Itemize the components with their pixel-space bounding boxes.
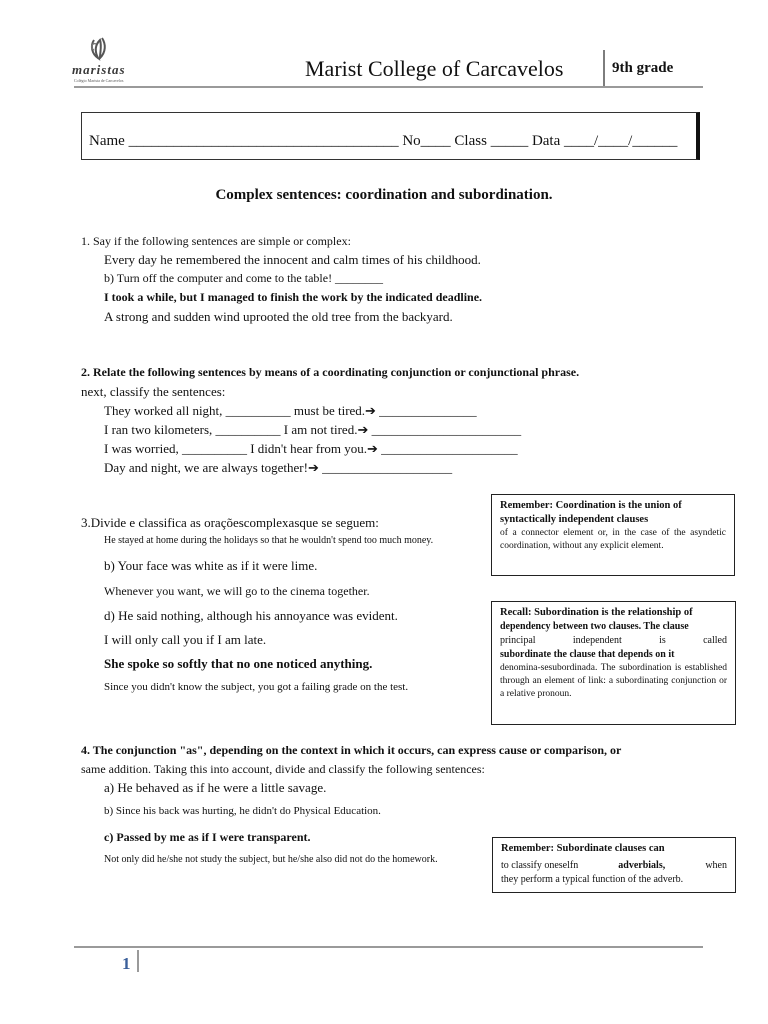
exercise2-item: They worked all night, __________ must be tired.➔ _______________ [104,403,477,418]
exercise3-item: He stayed at home during the holidays so that he wouldn't spend too much money. [104,535,434,546]
note-body: principal independent is called [500,635,727,646]
exercise3-item: b) Your face was white as if it were lime. [104,558,318,573]
worksheet-title: Complex sentences: coordination and subordination. [215,187,553,203]
exercise2-instruction: 2. Relate the following sentences by means of a coordinating conjunction or conjunctional phrase. [81,365,580,379]
grade-label: 9th grade [612,60,674,76]
number-field[interactable]: ____ [420,133,451,149]
logo-subtext: Colégio Marista de Carcavelos [74,78,124,83]
exercise1-item: Every day he remembered the innocent and calm times of his childhood. [104,252,481,267]
footer-rule [74,946,703,948]
exercise4-item: c) Passed by me as if I were transparent. [104,830,311,844]
date-field[interactable]: ____/____/______ [564,133,678,149]
school-name: Marist College of Carcavelos [305,56,564,81]
exercise2-item: I was worried, __________ I didn't hear from you.➔ _____________________ [104,441,518,456]
note-heading: Recall: Subordination is the relationship of [500,607,693,618]
exercise4-instruction: 4. The conjunction "as", depending on the context in which it occurs, can express cause or comparison, or [81,743,622,757]
exercise3-item: I will only call you if I am late. [104,632,267,647]
number-label: No [402,133,421,149]
exercise1-instruction: 1. Say if the following sentences are simple or complex: [81,234,351,248]
exercise4-instruction-cont: same addition. Taking this into account, divide and classify the following sentences: [81,762,485,776]
exercise3-instruction: 3.Divide e classifica as oraçõescomplexasque se seguem: [81,515,379,530]
name-field[interactable]: ____________________________________ [128,133,399,149]
header-divider [603,50,605,86]
name-label: Name [89,133,125,149]
note-heading: Remember: Subordinate clauses can [501,843,665,854]
class-label: Class [454,133,487,149]
exercise2-item: Day and night, we are always together!➔ ____________________ [104,460,453,475]
page-number: 1 [122,954,131,973]
exercise4-item: b) Since his back was hurting, he didn't do Physical Education. [104,805,381,817]
note-bold: dependency between two clauses. The clause [500,621,689,632]
class-field[interactable]: _____ [490,133,529,149]
note-body: denomina-sesubordinada. The subordination is established through an element of link: a subordinating conjunction or a relative pronoun. [500,663,727,699]
exercise2-instruction-cont: next, classify the sentences: [81,384,226,399]
exercise1-item: I took a while, but I managed to finish the work by the indicated deadline. [104,290,483,304]
exercise4-item: Not only did he/she not study the subject, but he/she also did not do the homework. [104,854,438,865]
footer-divider [137,950,139,972]
coordination-note [491,494,735,576]
note-body: when [705,860,727,871]
exercise2-item: I ran two kilometers, __________ I am not tired.➔ _______________________ [104,422,522,437]
subordination-note [491,601,736,725]
exercise3-item: Whenever you want, we will go to the cinema together. [104,584,370,598]
note-bold: subordinate the clause that depends on it [500,649,675,660]
note-body: of a connector element or, in the case of the asyndetic coordination, without any explicit element. [500,528,726,551]
exercise3-item: She spoke so softly that no one noticed anything. [104,656,373,671]
note-bold: adverbials, [618,860,666,871]
note-body: they perform a typical function of the adverb. [501,874,684,885]
note-heading: Remember: Coordination is the union of [500,500,682,511]
date-label: Data [531,133,561,149]
note-body: to classify oneselfn [501,860,579,871]
header-rule [74,86,703,88]
logo-text: maristas [72,62,126,77]
note-heading: syntactically independent clauses [500,514,649,525]
student-info-line [89,133,677,150]
subordinate-clauses-note [492,837,736,893]
exercise4-item: a) He behaved as if he were a little savage. [104,780,327,795]
exercise3-item: Since you didn't know the subject, you got a failing grade on the test. [104,681,409,693]
exercise1-item: b) Turn off the computer and come to the table! ________ [104,271,384,285]
exercise1-item: A strong and sudden wind uprooted the old tree from the backyard. [104,309,453,324]
exercise3-item: d) He said nothing, although his annoyance was evident. [104,608,398,623]
